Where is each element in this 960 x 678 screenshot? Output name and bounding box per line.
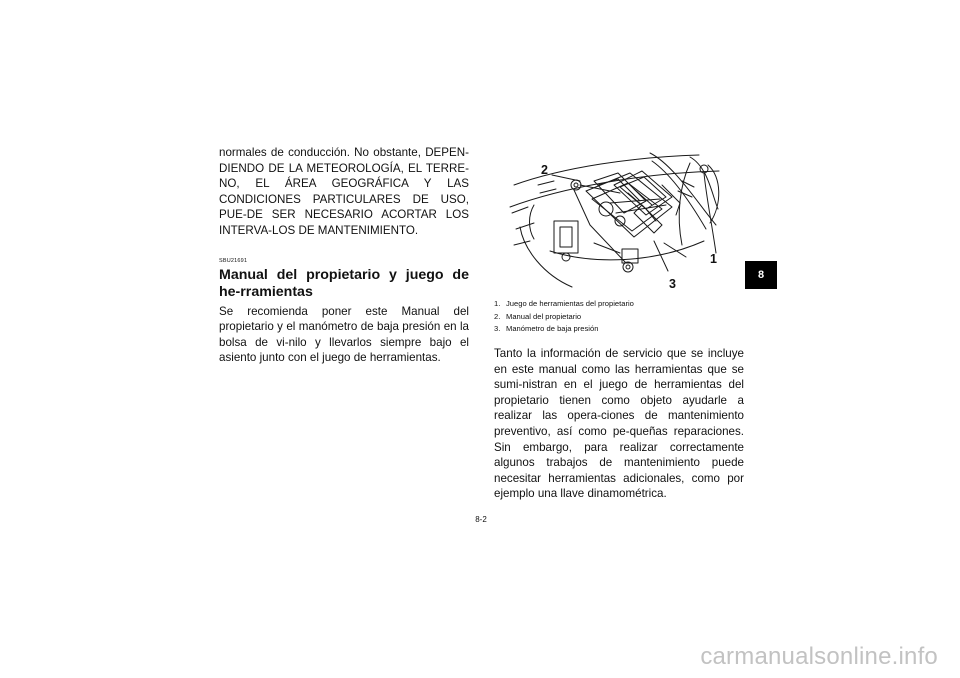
service-info-paragraph: Tanto la información de servicio que se incluye en este manual como las herramientas que se sumi-nistran en el juego de herramientas del propietario tienen como objeto ayudarle a realizar las opera-ciones de mantenimiento preventivo, así como pe-queñas reparaciones. Sin embargo, para realizar correctamente algunos trabajos de mantenimiento puede necesitar herramientas adicionales, como por ejemplo una llave dinamométrica. (494, 347, 744, 501)
chapter-tab: 8 (745, 261, 777, 289)
intro-paragraph: normales de conducción. No obstante, DEPEN-DIENDO DE LA METEOROLOGÍA, EL TERRE-NO, EL ÁREA GEOGRÁFICA Y LAS CONDICIONES PARTICULARES DE USO, PUE-DE SER NECESARIO ACORTAR LOS INTERVA-LOS DE MANTENIMIENTO. (219, 146, 469, 237)
section-heading: Manual del propietario y juego de he-rramientas (219, 266, 469, 300)
legend-item: 1. Juego de herramientas del propietario (494, 299, 634, 308)
section-code: SBU21691 (219, 257, 248, 264)
figure-legend (494, 298, 744, 336)
watermark: carmanualsonline.info (700, 643, 938, 670)
callout-1: 1 (710, 252, 717, 266)
right-column (494, 145, 744, 502)
left-column (219, 145, 469, 366)
page-number: 8-2 (475, 515, 487, 524)
legend-item: 3. Manómetro de baja presión (494, 324, 599, 334)
callout-2: 2 (541, 163, 548, 177)
toolkit-figure (494, 145, 744, 290)
section-paragraph: Se recomienda poner este Manual del propietario y el manómetro de baja presión en la bolsa de vi-nilo y llevarlos siempre bajo el asiento junto con el juego de herramientas. (219, 304, 469, 365)
callout-3: 3 (669, 277, 676, 291)
under-seat-illustration (494, 145, 744, 290)
legend-item: 2. Manual del propietario (494, 311, 582, 321)
